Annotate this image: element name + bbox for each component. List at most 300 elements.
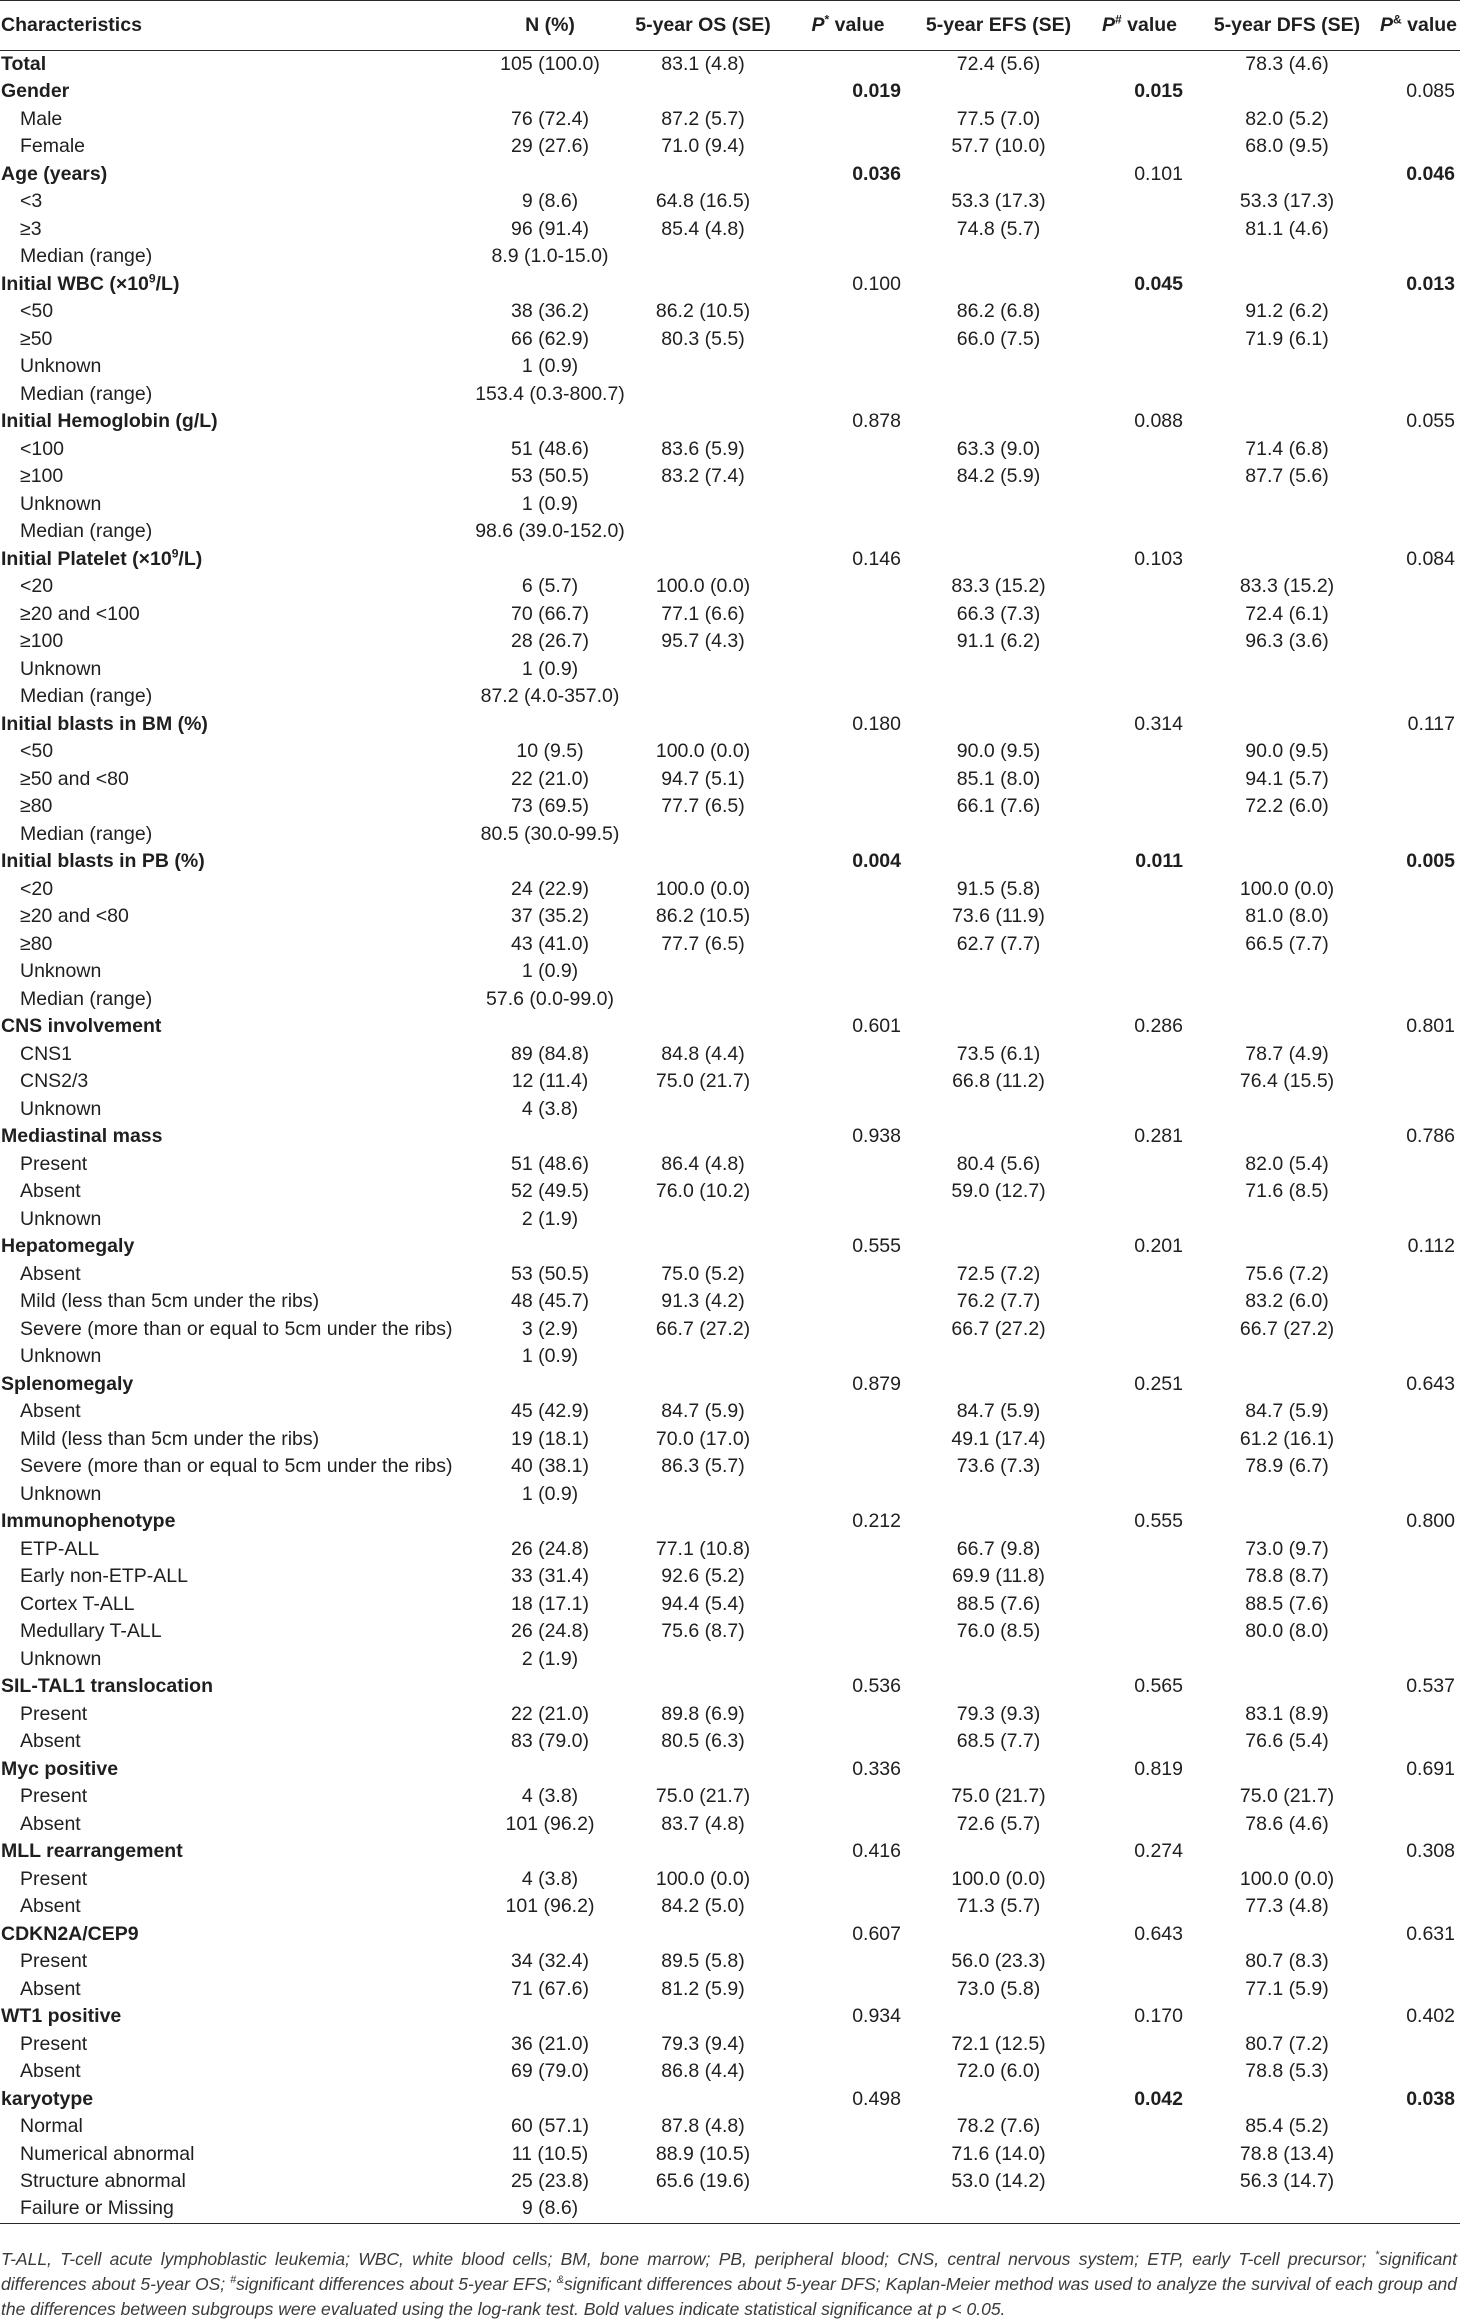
n-cell: 25 (23.8) xyxy=(510,2170,590,2192)
p-os-cell xyxy=(781,518,915,546)
n-cell: 22 (21.0) xyxy=(510,767,590,790)
table-row xyxy=(0,793,1460,821)
dfs-cell xyxy=(1197,2086,1377,2114)
dfs-cell: 75.0 (21.7) xyxy=(1239,1785,1335,1807)
n-cell: 40 (38.1) xyxy=(510,1455,590,1477)
n-cell: 76 (72.4) xyxy=(510,107,590,130)
n-cell: 43 (41.0) xyxy=(510,932,590,955)
p-os-cell xyxy=(781,793,915,821)
characteristic-cell: Present xyxy=(20,1702,88,1725)
table-row xyxy=(0,2141,1460,2169)
p-os-cell xyxy=(781,1151,915,1179)
n-cell: 12 (11.4) xyxy=(511,1070,589,1092)
efs-cell: 62.7 (7.7) xyxy=(956,932,1041,955)
p-os-cell xyxy=(781,628,915,656)
dfs-cell: 96.3 (3.6) xyxy=(1245,630,1329,652)
dfs-cell: 71.6 (8.5) xyxy=(1245,1180,1329,1202)
efs-cell: 63.3 (9.0) xyxy=(956,437,1041,460)
p-os-cell: 0.100 xyxy=(852,272,901,295)
table-row xyxy=(0,656,1460,684)
characteristic-cell: Present xyxy=(20,1152,88,1175)
p-os-cell: 0.036 xyxy=(852,162,901,185)
os-cell xyxy=(625,1921,781,1949)
n-cell xyxy=(475,546,625,574)
table-row xyxy=(0,216,1460,244)
os-cell: 83.7 (4.8) xyxy=(661,1812,745,1835)
header-efs: 5-year EFS (SE) xyxy=(915,1,1082,51)
table-row xyxy=(0,2168,1460,2196)
n-cell: 101 (96.2) xyxy=(505,1812,595,1835)
characteristic-cell: Male xyxy=(20,107,63,130)
efs-cell: 75.0 (21.7) xyxy=(951,1785,1046,1807)
dfs-cell xyxy=(1197,1206,1377,1234)
dfs-cell: 71.4 (6.8) xyxy=(1245,437,1329,460)
p-efs-cell xyxy=(1082,326,1197,354)
efs-cell: 91.5 (5.8) xyxy=(956,877,1041,900)
p-dfs-cell xyxy=(1377,1398,1460,1426)
p-dfs-cell xyxy=(1377,326,1460,354)
efs-cell: 72.4 (5.6) xyxy=(956,52,1041,75)
table-row xyxy=(0,2031,1460,2059)
characteristic-cell: Initial blasts in PB (%) xyxy=(1,850,205,872)
p-dfs-cell xyxy=(1377,381,1460,409)
table-row xyxy=(0,243,1460,271)
p-dfs-cell xyxy=(1377,1948,1460,1976)
p-efs-cell xyxy=(1082,958,1197,986)
n-cell: 83 (79.0) xyxy=(510,1730,590,1752)
efs-cell xyxy=(915,848,1082,876)
efs-cell: 73.6 (11.9) xyxy=(952,905,1045,927)
n-cell xyxy=(475,161,625,189)
dfs-cell: 72.2 (6.0) xyxy=(1245,795,1329,817)
os-cell: 66.7 (27.2) xyxy=(655,1317,751,1340)
p-os-cell xyxy=(781,738,915,766)
p-dfs-cell xyxy=(1377,1068,1460,1096)
n-cell: 29 (27.6) xyxy=(510,135,590,157)
n-cell xyxy=(475,1673,625,1701)
p-efs-cell xyxy=(1082,243,1197,271)
p-efs-cell: 0.011 xyxy=(1135,850,1183,872)
p-dfs-cell xyxy=(1377,1618,1460,1646)
os-cell xyxy=(625,1343,781,1371)
efs-cell xyxy=(915,683,1082,711)
p-efs-cell xyxy=(1082,1976,1197,2004)
n-cell: 33 (31.4) xyxy=(510,1565,590,1587)
os-cell xyxy=(625,986,781,1014)
p-dfs-cell: 0.537 xyxy=(1406,1675,1455,1697)
efs-cell xyxy=(915,1233,1082,1261)
dfs-cell: 78.8 (13.4) xyxy=(1239,2142,1335,2165)
characteristic-cell: ≥3 xyxy=(20,217,42,240)
characteristic-cell: Unknown xyxy=(20,1482,102,1505)
characteristic-cell: MLL rearrangement xyxy=(1,1840,183,1862)
os-cell: 100.0 (0.0) xyxy=(655,1867,751,1890)
characteristic-cell: Unknown xyxy=(20,1097,102,1120)
p-dfs-cell xyxy=(1377,1866,1460,1894)
table-row xyxy=(0,1948,1460,1976)
table-row xyxy=(0,188,1460,216)
dfs-cell: 83.3 (15.2) xyxy=(1239,575,1335,597)
n-cell: 9 (8.6) xyxy=(521,190,579,212)
p-efs-cell xyxy=(1082,1068,1197,1096)
p-efs-cell xyxy=(1082,51,1197,79)
os-cell: 84.2 (5.0) xyxy=(661,1895,745,1917)
table-row xyxy=(0,1096,1460,1124)
p-os-cell xyxy=(781,106,915,134)
characteristic-cell: Absent xyxy=(20,2060,81,2082)
os-cell xyxy=(625,1646,781,1674)
characteristic-cell: ≥20 and <80 xyxy=(20,905,129,927)
characteristic-cell: Absent xyxy=(20,1262,81,1285)
os-cell xyxy=(625,1206,781,1234)
efs-cell xyxy=(915,2003,1082,2031)
table-row xyxy=(0,601,1460,629)
n-cell: 52 (49.5) xyxy=(510,1180,590,1202)
os-cell xyxy=(625,1838,781,1866)
efs-cell xyxy=(915,546,1082,574)
p-dfs-cell xyxy=(1377,931,1460,959)
table-group-row xyxy=(0,2086,1460,2114)
p-efs-cell: 0.314 xyxy=(1134,712,1183,735)
os-cell xyxy=(625,1096,781,1124)
characteristic-cell: Total xyxy=(1,52,47,75)
p-dfs-cell xyxy=(1377,601,1460,629)
characteristic-cell: ≥50 xyxy=(20,327,53,350)
efs-cell: 76.0 (8.5) xyxy=(956,1620,1041,1642)
os-cell xyxy=(625,243,781,271)
p-os-cell: 0.601 xyxy=(852,1015,901,1037)
characteristic-cell: ≥80 xyxy=(20,932,53,955)
p-efs-cell xyxy=(1082,1783,1197,1811)
table-group-row xyxy=(0,1921,1460,1949)
os-cell: 87.2 (5.7) xyxy=(661,107,745,130)
n-cell: 101 (96.2) xyxy=(505,1895,595,1917)
p-os-cell xyxy=(781,1783,915,1811)
os-cell: 80.5 (6.3) xyxy=(661,1730,745,1752)
table-group-row xyxy=(0,1013,1460,1041)
p-dfs-cell xyxy=(1377,1151,1460,1179)
characteristic-cell: Median (range) xyxy=(20,822,153,845)
p-efs-cell: 0.286 xyxy=(1134,1015,1183,1037)
os-cell: 75.0 (21.7) xyxy=(655,1785,751,1807)
efs-cell xyxy=(915,2196,1082,2224)
p-os-cell xyxy=(781,381,915,409)
p-os-cell: 0.212 xyxy=(852,1510,901,1532)
os-cell: 79.3 (9.4) xyxy=(661,2032,745,2055)
p-dfs-cell xyxy=(1377,1563,1460,1591)
efs-cell xyxy=(915,958,1082,986)
characteristic-cell: ≥20 and <100 xyxy=(20,602,140,625)
table-row xyxy=(0,903,1460,931)
table-group-row xyxy=(0,408,1460,436)
characteristic-cell: Hepatomegaly xyxy=(1,1235,135,1257)
p-dfs-cell xyxy=(1377,1481,1460,1509)
table-group-row xyxy=(0,711,1460,739)
p-efs-cell xyxy=(1082,986,1197,1014)
p-os-cell xyxy=(781,188,915,216)
dfs-cell: 68.0 (9.5) xyxy=(1245,135,1329,157)
dfs-cell: 56.3 (14.7) xyxy=(1239,2170,1335,2192)
p-dfs-cell: 0.691 xyxy=(1406,1757,1455,1780)
characteristic-cell: Unknown xyxy=(20,492,102,515)
p-efs-cell: 0.643 xyxy=(1134,1922,1183,1945)
n-cell: 89 (84.8) xyxy=(510,1042,590,1065)
table-row xyxy=(0,1178,1460,1206)
table-row xyxy=(0,1866,1460,1894)
n-cell: 96 (91.4) xyxy=(510,217,590,240)
p-os-cell xyxy=(781,683,915,711)
dfs-cell xyxy=(1197,1233,1377,1261)
p-dfs-cell: 0.112 xyxy=(1407,1235,1455,1257)
dfs-cell xyxy=(1197,491,1377,519)
characteristic-cell: Unknown xyxy=(20,1207,102,1230)
p-os-cell xyxy=(781,1398,915,1426)
n-cell: 45 (42.9) xyxy=(510,1400,590,1422)
efs-cell: 73.0 (5.8) xyxy=(956,1977,1041,2000)
p-os-cell xyxy=(781,216,915,244)
characteristic-cell: ≥100 xyxy=(20,465,64,487)
p-dfs-cell xyxy=(1377,188,1460,216)
table-row xyxy=(0,2113,1460,2141)
characteristic-cell: Numerical abnormal xyxy=(20,2142,195,2165)
dfs-cell xyxy=(1197,1371,1377,1399)
efs-cell xyxy=(915,1123,1082,1151)
characteristic-cell: WT1 positive xyxy=(1,2005,122,2027)
dfs-cell xyxy=(1197,381,1377,409)
n-cell: 98.6 (39.0-152.0) xyxy=(475,520,625,542)
n-cell xyxy=(475,711,625,739)
efs-cell: 90.0 (9.5) xyxy=(956,740,1041,762)
dfs-cell: 83.1 (8.9) xyxy=(1245,1702,1329,1725)
characteristic-cell: Absent xyxy=(20,1895,81,1917)
efs-cell: 84.7 (5.9) xyxy=(956,1400,1041,1422)
table-body xyxy=(0,51,1460,2224)
os-cell: 70.0 (17.0) xyxy=(655,1427,751,1450)
efs-cell xyxy=(915,381,1082,409)
table-row xyxy=(0,133,1460,161)
os-cell: 76.0 (10.2) xyxy=(655,1180,751,1202)
os-cell xyxy=(625,1013,781,1041)
p-os-cell xyxy=(781,2168,915,2196)
os-cell: 94.7 (5.1) xyxy=(661,767,745,790)
p-dfs-cell xyxy=(1377,1041,1460,1069)
characteristic-cell: <100 xyxy=(20,437,64,460)
dfs-cell xyxy=(1197,711,1377,739)
characteristic-cell: <3 xyxy=(20,190,43,212)
characteristic-cell: Gender xyxy=(1,80,70,102)
os-cell xyxy=(625,518,781,546)
table-row xyxy=(0,326,1460,354)
efs-cell xyxy=(915,2086,1082,2114)
p-os-cell xyxy=(781,1563,915,1591)
table-row xyxy=(0,2058,1460,2086)
p-os-cell xyxy=(781,491,915,519)
characteristic-cell: <50 xyxy=(20,300,54,322)
os-cell xyxy=(625,2196,781,2224)
n-cell: 1 (0.9) xyxy=(521,1482,579,1505)
p-dfs-cell xyxy=(1377,1728,1460,1756)
n-cell xyxy=(475,78,625,106)
characteristic-cell: Age (years) xyxy=(1,162,108,185)
p-dfs-cell xyxy=(1377,2141,1460,2169)
dfs-cell: 80.7 (7.2) xyxy=(1245,2032,1329,2055)
p-os-cell xyxy=(781,133,915,161)
dfs-cell xyxy=(1197,1838,1377,1866)
table-group-row xyxy=(0,1756,1460,1784)
header-characteristics: Characteristics xyxy=(0,1,475,51)
table-row xyxy=(0,683,1460,711)
table-row xyxy=(0,1976,1460,2004)
p-efs-cell: 0.170 xyxy=(1134,2005,1183,2027)
os-cell xyxy=(625,958,781,986)
p-dfs-cell xyxy=(1377,2196,1460,2224)
dfs-cell xyxy=(1197,1508,1377,1536)
efs-cell xyxy=(915,1921,1082,1949)
characteristic-cell: Median (range) xyxy=(20,382,153,405)
dfs-cell xyxy=(1197,656,1377,684)
p-dfs-cell xyxy=(1377,1701,1460,1729)
table-footnote: T-ALL, T-cell acute lymphoblastic leukemia; WBC, white blood cells; BM, bone marrow; PB, peripheral blood; CNS, central nervous system; ETP, early T-cell precursor; *significant differences about 5-year OS; #significant differences about 5-year EFS; &significant differences about 5-year DFS; Kaplan-Meier method was used to analyze the survival of each group and the differences between subgroups were evaluated using the log-rank test. Bold values indicate statistical significance at p < 0.05. xyxy=(1,2249,1457,2319)
dfs-cell: 76.4 (15.5) xyxy=(1239,1070,1335,1092)
dfs-cell xyxy=(1197,1673,1377,1701)
p-os-cell xyxy=(781,1426,915,1454)
characteristic-cell: Initial WBC $(\times 10^9/L)$ xyxy=(1,271,180,295)
p-dfs-cell xyxy=(1377,463,1460,491)
p-efs-cell xyxy=(1082,381,1197,409)
p-dfs-cell: 0.786 xyxy=(1406,1125,1455,1147)
characteristic-cell: Mild (less than 5cm under the ribs) xyxy=(20,1290,320,1312)
dfs-cell: 66.5 (7.7) xyxy=(1245,932,1329,955)
os-cell xyxy=(625,656,781,684)
table-row xyxy=(0,821,1460,849)
dfs-cell: 78.7 (4.9) xyxy=(1245,1042,1329,1065)
efs-cell: 83.3 (15.2) xyxy=(951,575,1046,597)
table-row xyxy=(0,436,1460,464)
p-os-cell xyxy=(781,2113,915,2141)
table-row xyxy=(0,463,1460,491)
os-cell: 84.7 (5.9) xyxy=(661,1400,745,1422)
n-cell: 36 (21.0) xyxy=(510,2032,590,2055)
table-row xyxy=(0,986,1460,1014)
p-os-cell xyxy=(781,1811,915,1839)
table-row xyxy=(0,876,1460,904)
efs-cell xyxy=(915,78,1082,106)
n-cell: 38 (36.2) xyxy=(510,300,590,322)
n-cell: 48 (45.7) xyxy=(510,1290,590,1312)
p-os-cell: 0.019 xyxy=(852,80,901,102)
p-efs-cell xyxy=(1082,738,1197,766)
p-dfs-cell xyxy=(1377,353,1460,381)
p-os-cell: 0.004 xyxy=(852,850,901,872)
table-row xyxy=(0,1481,1460,1509)
characteristic-cell: Absent xyxy=(20,1977,81,2000)
os-cell xyxy=(625,271,781,299)
p-os-cell: 0.146 xyxy=(852,547,901,570)
p-efs-cell xyxy=(1082,766,1197,794)
dfs-cell: 78.9 (6.7) xyxy=(1245,1455,1329,1477)
efs-cell: 69.9 (11.8) xyxy=(952,1565,1045,1587)
table-row xyxy=(0,766,1460,794)
efs-cell xyxy=(915,1481,1082,1509)
p-dfs-cell: 0.038 xyxy=(1406,2087,1455,2110)
characteristic-cell: Unknown xyxy=(20,960,102,982)
dfs-cell: 87.7 (5.6) xyxy=(1245,465,1329,487)
dfs-cell xyxy=(1197,1921,1377,1949)
p-os-cell xyxy=(781,298,915,326)
p-dfs-cell xyxy=(1377,1893,1460,1921)
p-dfs-cell xyxy=(1377,1261,1460,1289)
table-group-row xyxy=(0,1233,1460,1261)
os-cell xyxy=(625,1481,781,1509)
p-efs-cell xyxy=(1082,1151,1197,1179)
characteristic-cell: Present xyxy=(20,1867,88,1890)
efs-cell: 59.0 (12.7) xyxy=(951,1180,1046,1202)
p-os-cell xyxy=(781,2141,915,2169)
os-cell: 86.2 (10.5) xyxy=(655,905,751,927)
p-efs-cell xyxy=(1082,298,1197,326)
p-os-cell: 0.607 xyxy=(852,1922,901,1945)
p-efs-cell: 0.819 xyxy=(1134,1757,1183,1780)
dfs-cell: 94.1 (5.7) xyxy=(1245,767,1329,790)
efs-cell: 73.6 (7.3) xyxy=(956,1455,1041,1477)
n-cell xyxy=(475,1838,625,1866)
p-dfs-cell xyxy=(1377,298,1460,326)
os-cell xyxy=(625,1673,781,1701)
os-cell xyxy=(625,353,781,381)
p-dfs-cell xyxy=(1377,243,1460,271)
p-efs-cell xyxy=(1082,2141,1197,2169)
efs-cell xyxy=(915,1206,1082,1234)
os-cell: 65.6 (19.6) xyxy=(655,2170,751,2192)
table-row xyxy=(0,353,1460,381)
n-cell: 9 (8.6) xyxy=(475,2196,625,2224)
characteristic-cell: Severe (more than or equal to 5cm under the ribs) xyxy=(20,1455,453,1477)
characteristic-cell: Mild (less than 5cm under the ribs) xyxy=(20,1427,320,1450)
dfs-cell xyxy=(1197,546,1377,574)
os-cell xyxy=(625,711,781,739)
p-dfs-cell xyxy=(1377,738,1460,766)
p-os-cell xyxy=(781,243,915,271)
p-dfs-cell: 0.308 xyxy=(1406,1840,1455,1862)
dfs-cell xyxy=(1197,986,1377,1014)
n-cell xyxy=(475,2086,625,2114)
p-os-cell xyxy=(781,1316,915,1344)
n-cell: 1 (0.9) xyxy=(521,960,579,982)
p-os-cell: 0.498 xyxy=(852,2087,901,2110)
p-os-cell xyxy=(781,573,915,601)
p-efs-cell xyxy=(1082,1948,1197,1976)
n-cell: 26 (24.8) xyxy=(510,1537,590,1560)
p-os-cell xyxy=(781,1178,915,1206)
p-efs-cell: 0.201 xyxy=(1134,1235,1183,1257)
characteristic-cell: Median (range) xyxy=(20,245,153,267)
p-efs-cell xyxy=(1082,518,1197,546)
p-efs-cell xyxy=(1082,1563,1197,1591)
os-cell: 77.1 (6.6) xyxy=(661,602,745,625)
characteristic-cell: CNS1 xyxy=(20,1042,73,1065)
characteristic-cell: Initial blasts in BM (%) xyxy=(1,712,208,735)
p-dfs-cell xyxy=(1377,51,1460,79)
p-dfs-cell: 0.084 xyxy=(1406,547,1455,570)
characteristic-cell: Myc positive xyxy=(1,1757,119,1780)
p-efs-cell xyxy=(1082,106,1197,134)
table-row xyxy=(0,1343,1460,1371)
efs-cell: 72.1 (12.5) xyxy=(951,2032,1046,2055)
p-os-cell xyxy=(781,958,915,986)
dfs-cell xyxy=(1197,1123,1377,1151)
efs-cell xyxy=(915,1838,1082,1866)
os-cell: 100.0 (0.0) xyxy=(655,575,751,597)
